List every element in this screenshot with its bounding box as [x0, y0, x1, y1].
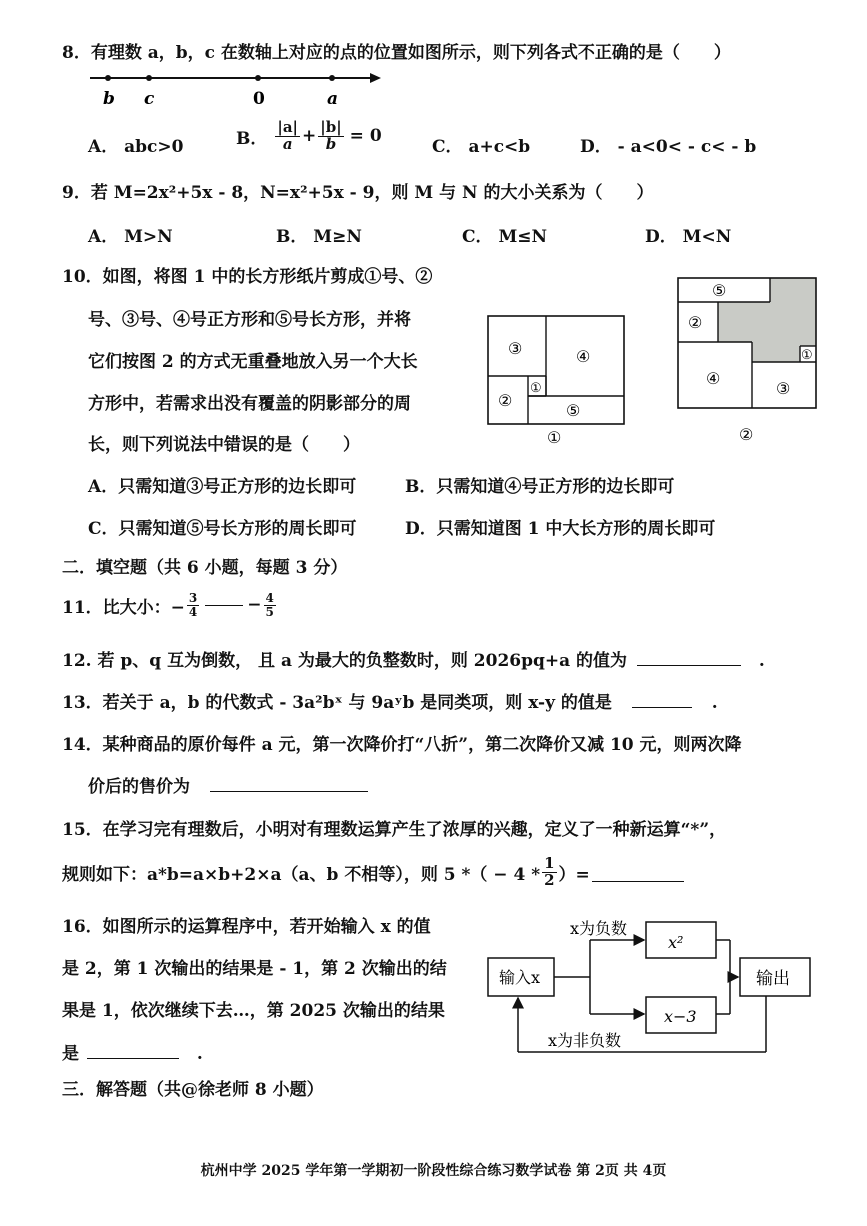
fig1-caption: ①	[547, 428, 562, 447]
q11-minus: −	[247, 595, 262, 616]
fig1-label: ⑤	[566, 401, 581, 420]
q8-option-d: D． - a<0< - c< - b	[580, 137, 757, 157]
q13-text: 13．若关于 a，b 的代数式 - 3a²bˣ 与 9aʸb 是同类项，则 x-y 的值是	[62, 693, 612, 713]
q13-answer-blank[interactable]	[632, 707, 692, 708]
q8-b-frac2	[318, 120, 343, 153]
q9-stem: 9．若 M=2x²+5x - 8，N=x²+5x - 9，则 M 与 N 的大小关系为（ ）	[62, 183, 654, 203]
frac-den: b	[325, 134, 337, 153]
q16-text: 是	[62, 1044, 79, 1064]
q15-frac	[542, 856, 556, 889]
frac-num: 3	[188, 591, 198, 605]
q11-prefix: 11．比大小：−	[62, 597, 185, 618]
flow-negative-label: x为负数	[570, 919, 628, 938]
frac-den: 4	[188, 604, 198, 619]
q10-line-5: 长，则下列说法中错误的是（ ）	[88, 435, 360, 455]
fig1-label: ②	[498, 391, 513, 410]
q9-option-b: B． M≥N	[276, 227, 362, 247]
q11-frac2	[264, 592, 276, 618]
q10-option-b: B．只需知道④号正方形的边长即可	[405, 477, 675, 497]
flow-output: 输出	[756, 969, 790, 989]
q16-line-1: 16．如图所示的运算程序中，若开始输入 x 的值	[62, 917, 431, 937]
q10-figure-2	[672, 270, 822, 446]
fig2-caption: ②	[739, 425, 754, 444]
q14-line-2	[88, 772, 368, 797]
q9-option-a: A． M>N	[88, 227, 173, 247]
flow-square: x²	[668, 933, 684, 952]
q8-b-plus: +	[302, 126, 317, 147]
q8-b-prefix: B．	[236, 128, 268, 149]
fig1-label: ①	[530, 381, 542, 396]
fig2-label: ①	[801, 348, 813, 363]
q15-line-2	[62, 856, 684, 889]
q14-text: 价后的售价为	[88, 777, 190, 797]
q16-line-3: 果是 1，依次继续下去…，第 2025 次输出的结果	[62, 1001, 445, 1021]
axis-label-b: b	[103, 89, 115, 109]
q15-line-1: 15．在学习完有理数后，小明对有理数运算产生了浓厚的兴趣，定义了一种新运算“*”，	[62, 820, 727, 840]
frac-den: 2	[544, 870, 555, 889]
q12-end: .	[758, 651, 765, 671]
q8-number-line	[85, 66, 385, 110]
q10-figure-1	[480, 310, 630, 448]
page-footer: 杭州中学 2025 学年第一学期初一阶段性综合练习数学试卷 第 2页 共 4页	[200, 1163, 667, 1179]
axis-label-zero: 0	[253, 89, 265, 109]
q14-line-1: 14．某种商品的原价每件 a 元，第一次降价打“八折”，第二次降价又减 10 元，则两次降	[62, 735, 742, 755]
flow-nonnegative-label: x为非负数	[548, 1031, 622, 1050]
flow-input: 输入x	[499, 968, 541, 987]
section-2-heading: 二．填空题（共 6 小题，每题 3 分）	[62, 558, 348, 578]
q8-option-c: C． a+c<b	[432, 137, 531, 157]
q13-end: .	[711, 693, 718, 713]
fig1-label: ③	[508, 339, 523, 358]
frac-num: 1	[544, 854, 555, 872]
q10-option-c: C．只需知道⑤号长方形的周长即可	[88, 519, 357, 539]
q8-b-eq: = 0	[349, 126, 382, 147]
q15-prefix: 规则如下：a*b=a×b+2×a（a、b 不相等），则 5 *（ − 4 *	[62, 864, 541, 885]
q16-line-4	[62, 1039, 203, 1064]
fig2-label: ⑤	[712, 281, 727, 300]
fig2-label: ②	[688, 313, 703, 332]
frac-num: |a|	[277, 118, 299, 136]
frac-den: 5	[265, 604, 274, 619]
frac-den: a	[282, 134, 293, 153]
q11-answer-blank[interactable]	[205, 605, 243, 606]
q11-frac1	[187, 592, 199, 618]
q10-option-a: A．只需知道③号正方形的边长即可	[88, 477, 357, 497]
q13	[62, 688, 718, 713]
q8-stem: 8．有理数 a，b，c 在数轴上对应的点的位置如图所示，则下列各式不正确的是（ ）	[62, 43, 731, 63]
q10-line-2: 号、③号、④号正方形和⑤号长方形，并将	[88, 310, 411, 330]
q16-end: .	[196, 1044, 203, 1064]
frac-num: 4	[265, 591, 274, 605]
q8-option-a: A． abc>0	[88, 137, 184, 157]
q12-text: 12. 若 p、q 互为倒数， 且 a 为最大的负整数时，则 2026pq+a 的值为	[62, 651, 628, 671]
axis-label-a: a	[327, 89, 339, 109]
q10-line-4: 方形中，若需求出没有覆盖的阴影部分的周	[88, 394, 411, 414]
q15-suffix: ）=	[558, 864, 590, 885]
q9-option-c: C． M≤N	[462, 227, 548, 247]
fig1-label: ④	[576, 347, 591, 366]
q14-answer-blank[interactable]	[210, 791, 368, 792]
flow-minus-three: x−3	[664, 1007, 697, 1026]
q8-b-frac1	[275, 120, 300, 153]
q10-line-1: 10．如图，将图 1 中的长方形纸片剪成①号、②	[62, 267, 433, 287]
section-3-heading: 三．解答题（共@徐老师 8 小题）	[62, 1080, 324, 1100]
fig2-label: ③	[776, 379, 791, 398]
q15-answer-blank[interactable]	[592, 863, 684, 882]
q10-line-3: 它们按图 2 的方式无重叠地放入另一个大长	[88, 352, 418, 372]
q12-answer-blank[interactable]	[637, 665, 741, 666]
q16-flowchart	[480, 906, 820, 1058]
fig2-label: ④	[706, 369, 721, 388]
q16-answer-blank[interactable]	[87, 1058, 179, 1059]
q16-line-2: 是 2，第 1 次输出的结果是 - 1，第 2 次输出的结	[62, 959, 447, 979]
axis-label-c: c	[144, 89, 155, 109]
q9-option-d: D． M<N	[645, 227, 732, 247]
q8-option-b	[236, 120, 382, 153]
frac-num: |b|	[320, 118, 342, 136]
q11	[62, 592, 278, 618]
q10-option-d: D．只需知道图 1 中大长方形的周长即可	[405, 519, 716, 539]
q12	[62, 646, 765, 671]
